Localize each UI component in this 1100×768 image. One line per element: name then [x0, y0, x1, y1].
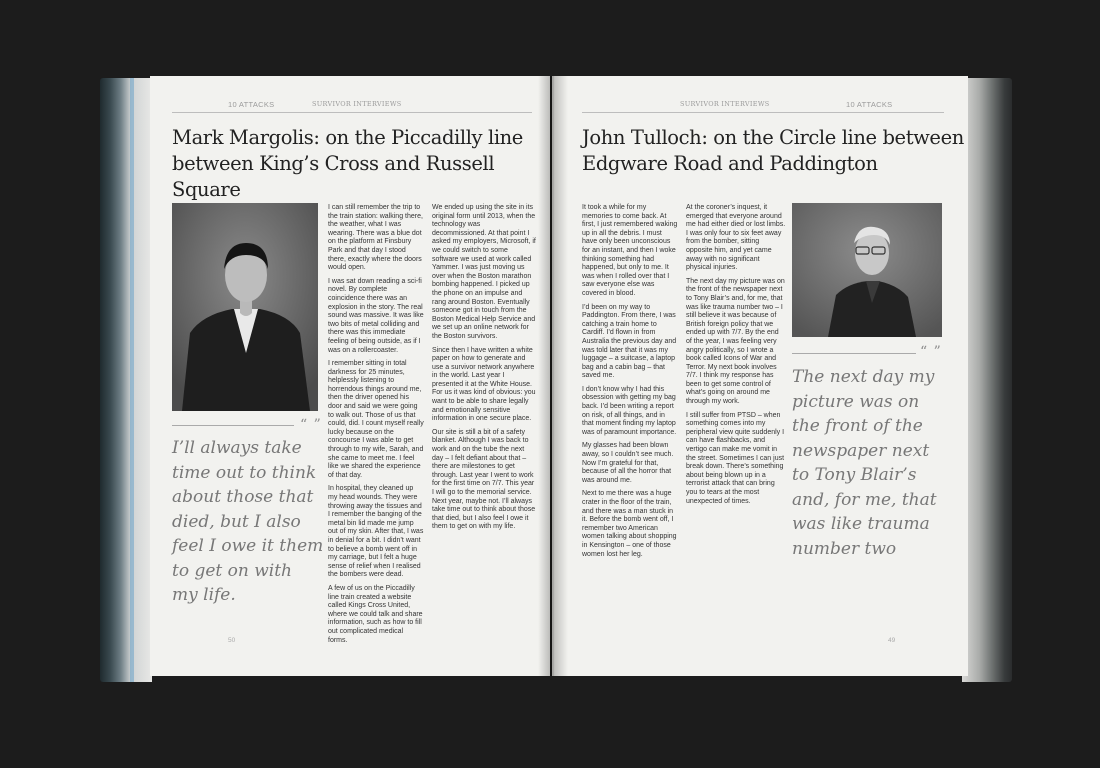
- pull-quote-line: to Tony Blair’s: [792, 465, 917, 485]
- header-rule: [172, 112, 532, 113]
- pull-quote: [172, 436, 332, 608]
- portrait-photo: [792, 203, 942, 337]
- paragraph: I was sat down reading a sci-fi novel. By complete coincidence there was an explosion in the story. The real sound was massive. It was like two bits of metal colliding and there was this immediate feeling of being outside, as if I was on a rollercoaster.: [328, 277, 424, 354]
- paragraph: Next to me there was a huge crater in the floor of the train, and there was a man stuck in it. Before the bomb went off, I remember two American women talking about shopping in Kensington – one of those women lost her leg.: [582, 490, 677, 558]
- title-line-1: John Tulloch: on the Circle line between: [582, 126, 964, 149]
- page-number: 49: [888, 637, 896, 644]
- title-line-2: between King’s Cross and Russell Square: [172, 152, 495, 201]
- quote-rule: [792, 353, 916, 354]
- right-page: [552, 76, 968, 676]
- pull-quote: [792, 365, 964, 561]
- open-book: [100, 72, 1012, 684]
- page-number: 50: [228, 637, 236, 644]
- paragraph: I’d been on my way to Paddington. From there, I was catching a train home to Cardiff. I’d flown in from Australia the previous day and was told later that it was my luggage – a suitcase, a laptop bag and a cabin bag – that saved me.: [582, 303, 677, 380]
- pull-quote-line: and, for me, that: [792, 489, 937, 510]
- pull-quote-line: about those that: [172, 487, 314, 507]
- body-column-1: [328, 204, 424, 650]
- pull-quote-line: the front of the: [792, 416, 923, 436]
- portrait-photo: [172, 203, 318, 411]
- body-column-2: [686, 204, 786, 511]
- paragraph: I don’t know why I had this obsession with getting my bag back. I’d been writing a report on risk, of all things, and in that moment finding my laptop was of paramount importance.: [582, 385, 677, 436]
- pull-quote-line: picture was on: [792, 391, 920, 412]
- paragraph: Our site is still a bit of a safety blanket. Although I was back to work and on the tube the next day – I felt defiant about that – there are milestones to get through. Last year I went to work for the first time on 7/7. This year I will go to the memorial service. Next year, maybe not. I’ll always take time out to think about those that died, but I also feel I owe it them to get on with my life.: [432, 428, 536, 531]
- pull-quote-line: I’ll always take: [172, 438, 302, 458]
- pull-quote-line: was like trauma: [792, 514, 930, 534]
- paragraph: In hospital, they cleaned up my head wounds. They were throwing away the tissues and I remember the banging of the metal bin lid made me jump out of my skin. After that, I was in denial for a bit. I didn’t want to believe a bomb went off in my carriage, but I felt a huge sense of relief when I realised the bombers were dead.: [328, 485, 424, 579]
- body-column-2: [432, 204, 536, 537]
- paragraph: I remember sitting in total darkness for 25 minutes, helplessly listening to horrendous things around me, then the driver opened his door and said we were going to walk out. Those of us that could, did. I count myself really lucky because on the concourse I was able to get through to my wife, Sarah, and she came to meet me. I feel like we shared the experience of that day.: [328, 360, 424, 479]
- pull-quote-line: The next day my: [792, 367, 935, 387]
- running-head-sub: SURVIVOR INTERVIEWS: [680, 100, 770, 108]
- article-title: [172, 125, 550, 203]
- book-gutter: [538, 76, 568, 676]
- pull-quote-line: newspaper next: [792, 440, 930, 461]
- paragraph: I still suffer from PTSD – when something comes into my peripheral view quite suddenly I can have flashbacks, and vertigo can make me vomit in the street. Sometimes I can just break down. There’s something about being blown up in a terrorist attack that can bring you to tears at the most unexpected of times.: [686, 411, 785, 505]
- running-head: 10 ATTACKS: [228, 100, 275, 109]
- paragraph: At the coroner’s inquest, it emerged that everyone around me had either died or lost limbs. I was only four to six feet away from the bomber, sitting opposite him, and yet came away with no significant physical injuries.: [686, 204, 786, 272]
- paragraph: The next day my picture was on the front of the newspaper next to Tony Blair’s and, for me, that was like trauma number two – I still believe it was because of British foreign policy that we ended up with 7/7. By the end of the year, I was feeling very angry politically, so I wrote a book called Icons of War and Terror. My next book involves 7/7. I think my response has been to get some control of what’s going on around me through my work.: [686, 277, 785, 406]
- left-page-stack: [100, 78, 152, 682]
- pull-quote-line: to get on with: [172, 560, 293, 581]
- paragraph: Since then I have written a white paper on how to generate and use a survivor network anywhere in the world. Last year I presented it at the White House. For us it was kind of obvious: you want to be able to share legally and emotionally sensitive information in one secure place.: [432, 346, 536, 423]
- pull-quote-line: died, but I also: [172, 511, 301, 532]
- paragraph: It took a while for my memories to come back. At first, I just remembered waking up in all the debris. I must have only been unconscious for an instant, and then I woke thinking something had happened, but only to me. It was when I rolled over that I saw everyone else was covered in blood.: [582, 204, 678, 297]
- quote-mark: “ ”: [920, 344, 942, 360]
- quote-rule: [172, 425, 294, 426]
- pull-quote-line: my life.: [172, 585, 236, 605]
- running-head: 10 ATTACKS: [846, 100, 893, 109]
- paragraph: We ended up using the site in its original form until 2013, when the technology was decommissioned. At that point I asked my employers, Microsoft, if we could switch to some software we used at work called Yammer. I was just moving us over when the Boston marathon bombing happened. I picked up the phone on an impulse and rang around Boston. Eventually someone got in touch from the Boston Medical Help Service and we set up an online network for the Boston survivors.: [432, 204, 536, 340]
- left-page: [150, 76, 550, 676]
- article-title: [582, 125, 968, 177]
- pull-quote-line: number two: [792, 538, 897, 559]
- title-line-2: Edgware Road and Paddington: [582, 152, 878, 175]
- paragraph: A few of us on the Piccadilly line train created a website called Kings Cross United, where we could talk and share information, such as how to fill out complicated medical forms.: [328, 584, 423, 644]
- pull-quote-line: feel I owe it them: [172, 536, 324, 556]
- quote-mark: “ ”: [300, 417, 322, 433]
- paragraph: My glasses had been blown away, so I couldn’t see much. Now I’m grateful for that, because of all the horror that was around me.: [582, 442, 674, 484]
- paragraph: I can still remember the trip to the train station: walking there, the weather, what I was wearing. There was a blue dot on the platform at Finsbury Park and that day I stood there, exactly where the doors would open.: [328, 204, 423, 272]
- title-line-1: Mark Margolis: on the Piccadilly line: [172, 126, 523, 149]
- right-page-stack: [962, 78, 1012, 682]
- running-head-sub: SURVIVOR INTERVIEWS: [312, 100, 402, 108]
- header-rule: [582, 112, 944, 113]
- body-column-1: [582, 204, 678, 564]
- pull-quote-line: time out to think: [172, 462, 317, 483]
